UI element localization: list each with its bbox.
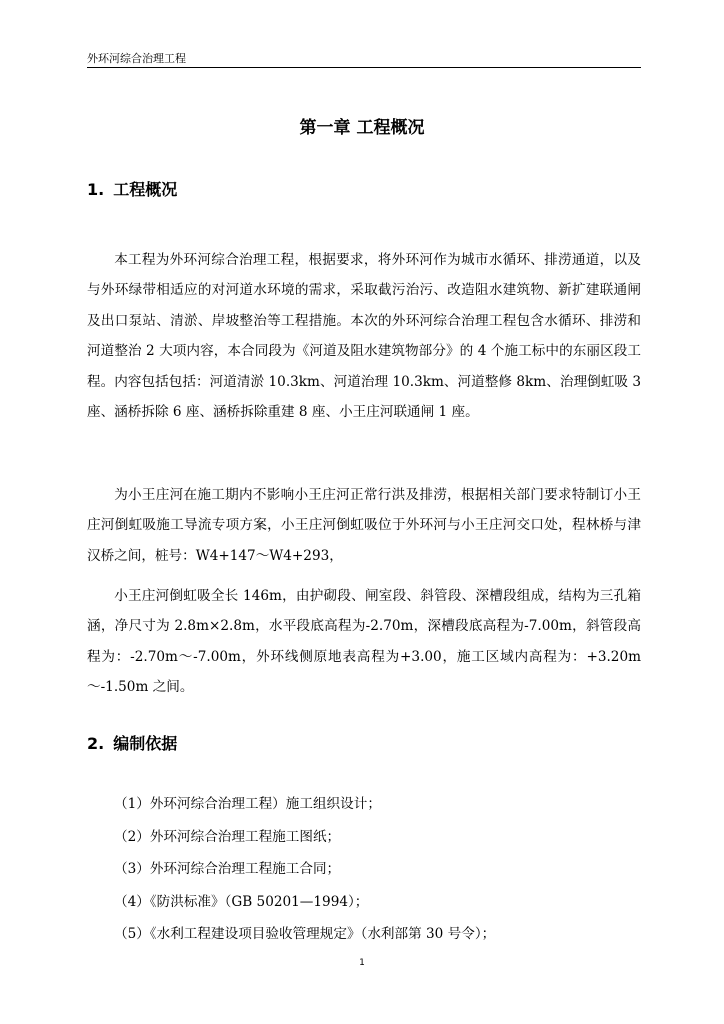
section-title: 工程概况 <box>113 180 178 199</box>
basis-item: （1）外环河综合治理工程）施工组织设计； <box>114 796 381 812</box>
section-heading-basis <box>87 733 177 755</box>
basis-item: （2）外环河综合治理工程施工图纸； <box>114 828 341 845</box>
overview-paragraph-3: 小王庄河倒虹吸全长 146m，由护砌段、闸室段、斜管段、深槽段组成，结构为三孔箱涵，净尺寸为 2.8m×2.8m，水平段底高程为-2.70m，深槽段底高程为-7.00m，斜管段高程为：-2.70m～-7.00m，外环线侧原地表高程为+3.00，施工区域内高程为：+3.20m～-1.50m 之间。 <box>87 587 641 696</box>
basis-item: （3）外环河综合治理工程施工合同； <box>114 861 341 877</box>
basis-list <box>114 788 495 951</box>
section-title: 编制依据 <box>113 734 178 753</box>
section-number: 1. <box>87 180 105 199</box>
running-header: 外环河综合治理工程 <box>87 52 186 65</box>
basis-item: （5）《水利工程建设项目验收管理规定》（水利部第 30 号令）； <box>114 926 496 942</box>
chapter-title: 第一章 工程概况 <box>299 118 425 138</box>
overview-paragraph-2: 为小王庄河在施工期内不影响小王庄河正常行洪及排涝，根据相关部门要求特制订小王庄河倒虹吸施工导流专项方案，小王庄河倒虹吸位于外环河与小王庄河交口处，程林桥与津汉桥之间，桩号：W4+147～W4+293， <box>87 486 641 564</box>
section-number: 2. <box>87 734 105 753</box>
section-heading-overview <box>87 179 177 201</box>
header-rule <box>87 67 641 68</box>
page-number: 1 <box>359 958 365 968</box>
basis-item: （4）《防洪标准》（GB 50201—1994）； <box>114 893 369 910</box>
overview-paragraph-1: 本工程为外环河综合治理工程，根据要求，将外环河作为城市水循环、排涝通道，以及与外环绿带相适应的对河道水环境的需求，采取截污治污、改造阻水建筑物、新扩建联通闸及出口泵站、清淤、岸坡整治等工程措施。本次的外环河综合治理工程包含水循环、排涝和河道整治 2 大项内容，本合同段为《河道及阻水建筑物部分》的 4 个施工标中的东丽区段工程。内容包括包括：河道清淤 10.3km、河道治理 10.3km、河道整修 8km、治理倒虹吸 3 座、涵桥拆除 6 座、涵桥拆除重建 8 座、小王庄河联通闸 1 座。 <box>87 251 641 421</box>
